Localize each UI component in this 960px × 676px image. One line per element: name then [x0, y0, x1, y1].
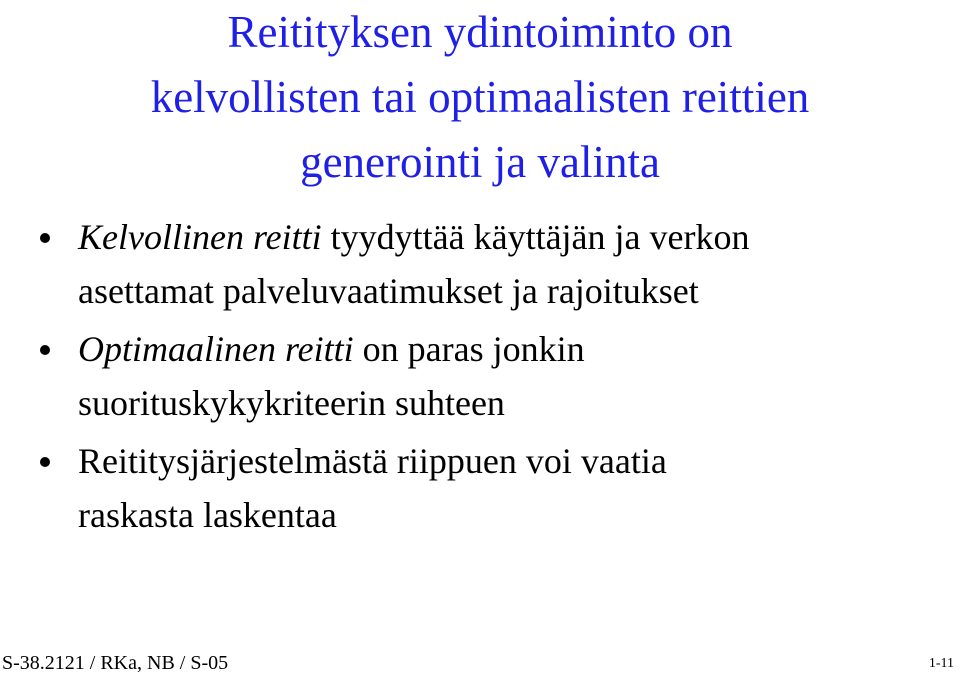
bullet-line: asettamat palveluvaatimukset ja rajoitukset	[78, 271, 699, 311]
bullet-line: suorituskykykriteerin suhteen	[78, 383, 505, 423]
bullet-dot-icon	[40, 345, 50, 355]
bullet-line	[78, 322, 940, 376]
bullet-dot-icon	[40, 457, 50, 467]
bullet-item-optimal-route	[40, 322, 940, 430]
bullet-item-computation	[40, 434, 940, 542]
bullet-list	[40, 210, 940, 546]
bullet-emphasis: Kelvollinen reitti	[78, 217, 322, 257]
bullet-emphasis: Optimaalinen reitti	[78, 329, 354, 369]
footer-course-label: S-38.2121 / RKa, NB / S-05	[2, 652, 229, 674]
bullet-dot-icon	[40, 233, 50, 243]
title-line-2: kelvollisten tai optimaalisten reittien	[150, 72, 810, 122]
bullet-line	[78, 210, 940, 264]
bullet-text: on paras jonkin	[353, 329, 585, 369]
title-line-3: generointi ja valinta	[300, 137, 660, 187]
slide-title	[0, 0, 960, 195]
title-line-1: Reitityksen ydintoiminto on	[227, 7, 733, 57]
footer-page-number: 1-11	[928, 656, 954, 671]
bullet-item-valid-route	[40, 210, 940, 318]
bullet-line: raskasta laskentaa	[78, 495, 337, 535]
bullet-line	[78, 434, 940, 488]
bullet-text: Reititysjärjestelmästä riippuen voi vaatia	[78, 441, 667, 481]
bullet-text: tyydyttää käyttäjän ja verkon	[321, 217, 750, 257]
